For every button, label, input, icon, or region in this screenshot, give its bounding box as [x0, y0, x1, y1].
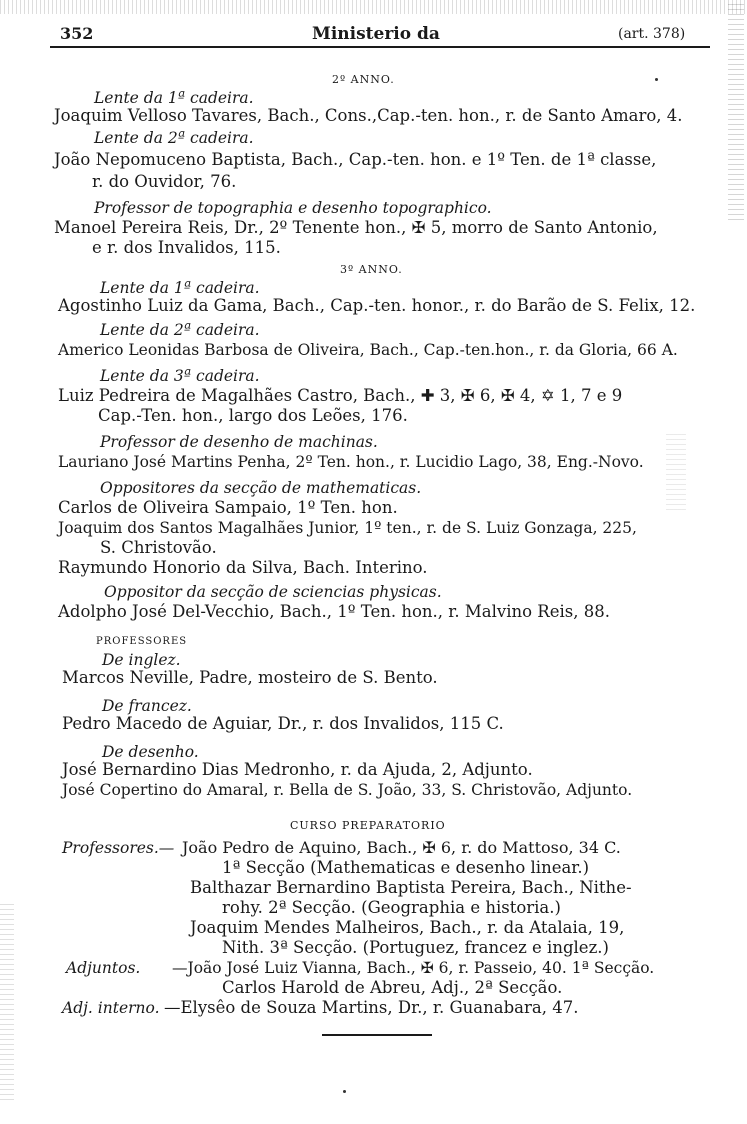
entry-line: Adolpho José Del-Vecchio, Bach., 1º Ten. hon., r. Malvino Reis, 88.: [58, 602, 610, 621]
entry-line: Americo Leonidas Barbosa de Oliveira, Bach., Cap.-ten.hon., r. da Gloria, 66 A.: [58, 341, 678, 359]
role-label: Oppositor da secção de sciencias physicas.: [104, 583, 442, 601]
role-label: De francez.: [102, 697, 192, 715]
role-label: De inglez.: [102, 651, 181, 669]
scan-noise-right: [728, 0, 744, 220]
specks: [343, 1090, 346, 1093]
role-label: De desenho.: [102, 743, 199, 761]
entry-line: Marcos Neville, Padre, mosteiro de S. Bento.: [62, 668, 438, 687]
role-label: Lente da 2ª cadeira.: [100, 321, 260, 339]
entry-line: rohy. 2ª Secção. (Geographia e historia.): [222, 898, 561, 917]
role-label: Oppositores da secção de mathematicas.: [100, 479, 422, 497]
entry-line: Cap.-Ten. hon., largo dos Leões, 176.: [98, 406, 408, 425]
role-label: Professor de desenho de machinas.: [100, 433, 378, 451]
entry-line: Joaquim Mendes Malheiros, Bach., r. da Atalaia, 19,: [190, 918, 625, 937]
entry-line: Raymundo Honorio da Silva, Bach. Interino.: [58, 558, 428, 577]
role-label: Lente da 1ª cadeira.: [94, 89, 254, 107]
specks: [655, 78, 658, 81]
entry-line: Luiz Pedreira de Magalhães Castro, Bach., ✚ 3, ✠ 6, ✠ 4, ✡ 1, 7 e 9: [58, 386, 623, 405]
role-label: Professor de topographia e desenho topographico.: [94, 199, 492, 217]
entry-line: Balthazar Bernardino Baptista Pereira, Bach., Nithe-: [190, 878, 632, 897]
entry-line: S. Christovão.: [100, 538, 217, 557]
entry-line: Pedro Macedo de Aguiar, Dr., r. dos Invalidos, 115 C.: [62, 714, 504, 733]
entry-line: João Pedro de Aquino, Bach., ✠ 6, r. do Mattoso, 34 C.: [182, 838, 621, 857]
entry-line: Carlos Harold de Abreu, Adj., 2ª Secção.: [222, 978, 563, 997]
page-number: 352: [60, 24, 94, 43]
professores-heading: PROFESSORES: [96, 636, 188, 647]
curso-heading: CURSO PREPARATORIO: [290, 819, 446, 832]
entry-line: Nith. 3ª Secção. (Portuguez, francez e inglez.): [222, 938, 609, 957]
entry-line: José Bernardino Dias Medronho, r. da Ajuda, 2, Adjunto.: [62, 760, 533, 779]
professores-label: Professores.—: [62, 839, 175, 857]
entry-line: Carlos de Oliveira Sampaio, 1º Ten. hon.: [58, 498, 398, 517]
year-3-heading: 3º ANNO.: [340, 263, 403, 276]
entry-line: José Copertino do Amaral, r. Bella de S. João, 33, S. Christovão, Adjunto.: [62, 781, 633, 799]
entry-line: r. do Ouvidor, 76.: [92, 172, 237, 191]
scan-noise-top: [0, 0, 747, 14]
entry-line: Agostinho Luiz da Gama, Bach., Cap.-ten. honor., r. do Barão de S. Felix, 12.: [58, 296, 696, 315]
adj-interno-label: Adj. interno.: [62, 999, 160, 1017]
header-rule: [50, 46, 710, 48]
scan-noise-left: [0, 900, 14, 1100]
adjuntos-label: Adjuntos.: [66, 959, 141, 977]
entry-line: Manoel Pereira Reis, Dr., 2º Tenente hon., ✠ 5, morro de Santo Antonio,: [54, 218, 658, 237]
scan-noise-right-mid: [666, 430, 686, 510]
entry-line: 1ª Secção (Mathematicas e desenho linear.): [222, 858, 590, 877]
entry-line: Lauriano José Martins Penha, 2º Ten. hon., r. Lucidio Lago, 38, Eng.-Novo.: [58, 453, 644, 471]
entry-line: —Elysêo de Souza Martins, Dr., r. Guanabara, 47.: [164, 998, 579, 1017]
entry-line: —João José Luiz Vianna, Bach., ✠ 6, r. Passeio, 40. 1ª Secção.: [172, 959, 655, 977]
role-label: Lente da 3ª cadeira.: [100, 367, 260, 385]
entry-line: e r. dos Invalidos, 115.: [92, 238, 281, 257]
entry-line: Joaquim dos Santos Magalhães Junior, 1º ten., r. de S. Luiz Gonzaga, 225,: [58, 519, 637, 537]
role-label: Lente da 1ª cadeira.: [100, 279, 260, 297]
entry-line: João Nepomuceno Baptista, Bach., Cap.-ten. hon. e 1º Ten. de 1ª classe,: [54, 150, 657, 169]
role-label: Lente da 2ª cadeira.: [94, 129, 254, 147]
running-title: Ministerio da: [312, 24, 440, 44]
closing-rule: [322, 1034, 432, 1036]
year-2-heading: 2º ANNO.: [332, 73, 395, 86]
entry-line: Joaquim Velloso Tavares, Bach., Cons.,Cap.-ten. hon., r. de Santo Amaro, 4.: [54, 106, 683, 125]
section-reference: (art. 378): [618, 26, 686, 42]
